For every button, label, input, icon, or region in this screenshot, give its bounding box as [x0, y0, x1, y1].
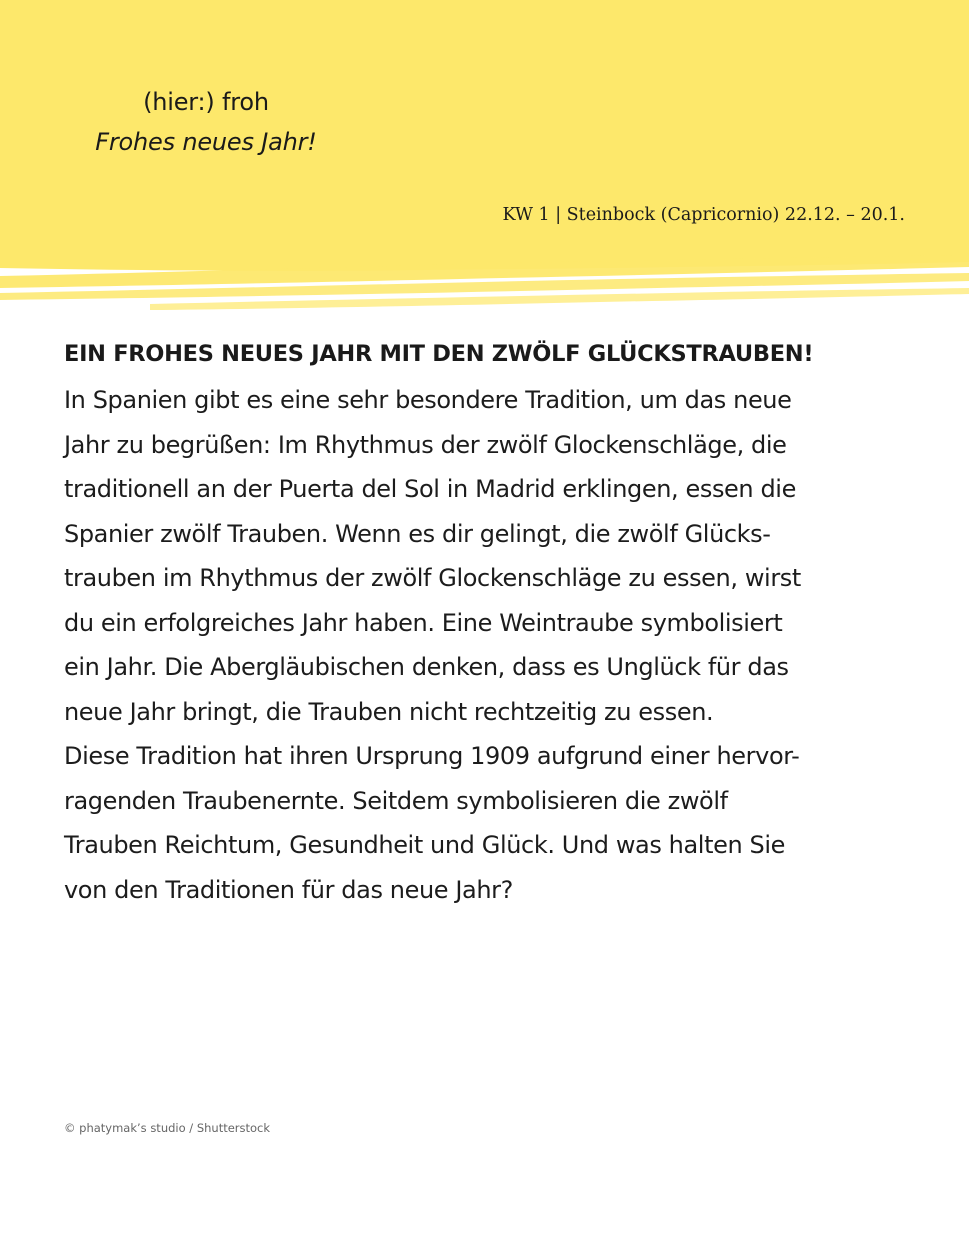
body-line: Jahr zu begrüßen: Im Rhythmus der zwölf Glockenschläge, die — [64, 430, 787, 459]
article — [64, 336, 914, 912]
header-band — [0, 0, 969, 320]
body-line: neue Jahr bringt, die Trauben nicht rechtzeitig zu essen. — [64, 697, 714, 726]
body-line: von den Traditionen für das neue Jahr? — [64, 875, 513, 904]
body-line: traditionell an der Puerta del Sol in Madrid erklingen, essen die — [64, 475, 796, 503]
body-line: ragenden Traubenernte. Seitdem symbolisieren die zwölf — [64, 786, 728, 815]
body-line: Diese Tradition hat ihren Ursprung 1909 aufgrund einer hervor- — [64, 742, 800, 770]
body-line: In Spanien gibt es eine sehr besondere Tradition, um das neue — [64, 386, 792, 414]
article-body — [64, 378, 914, 912]
calendar-week-label: KW 1 | Steinbock (Capricornio) 22.12. – 20.1. — [502, 205, 905, 225]
vocabulary-word: (hier:) froh — [143, 88, 269, 116]
vocabulary-translation: Frohes neues Jahr! — [95, 128, 317, 156]
image-credit: © phatymak’s studio / Shutterstock — [64, 1121, 271, 1135]
body-line: Spanier zwölf Trauben. Wenn es dir gelingt, die zwölf Glücks- — [64, 519, 771, 548]
body-line: Trauben Reichtum, Gesundheit und Glück. Und was halten Sie — [64, 831, 785, 859]
body-line: du ein erfolgreiches Jahr haben. Eine Weintraube symbolisiert — [64, 608, 783, 637]
body-line: trauben im Rhythmus der zwölf Glockenschläge zu essen, wirst — [64, 564, 801, 592]
body-line: ein Jahr. Die Abergläubischen denken, dass es Unglück für das — [64, 653, 789, 681]
article-headline: EIN FROHES NEUES JAHR MIT DEN ZWÖLF GLÜCKSTRAUBEN! — [64, 341, 814, 367]
brush-stroke-band — [0, 0, 969, 320]
